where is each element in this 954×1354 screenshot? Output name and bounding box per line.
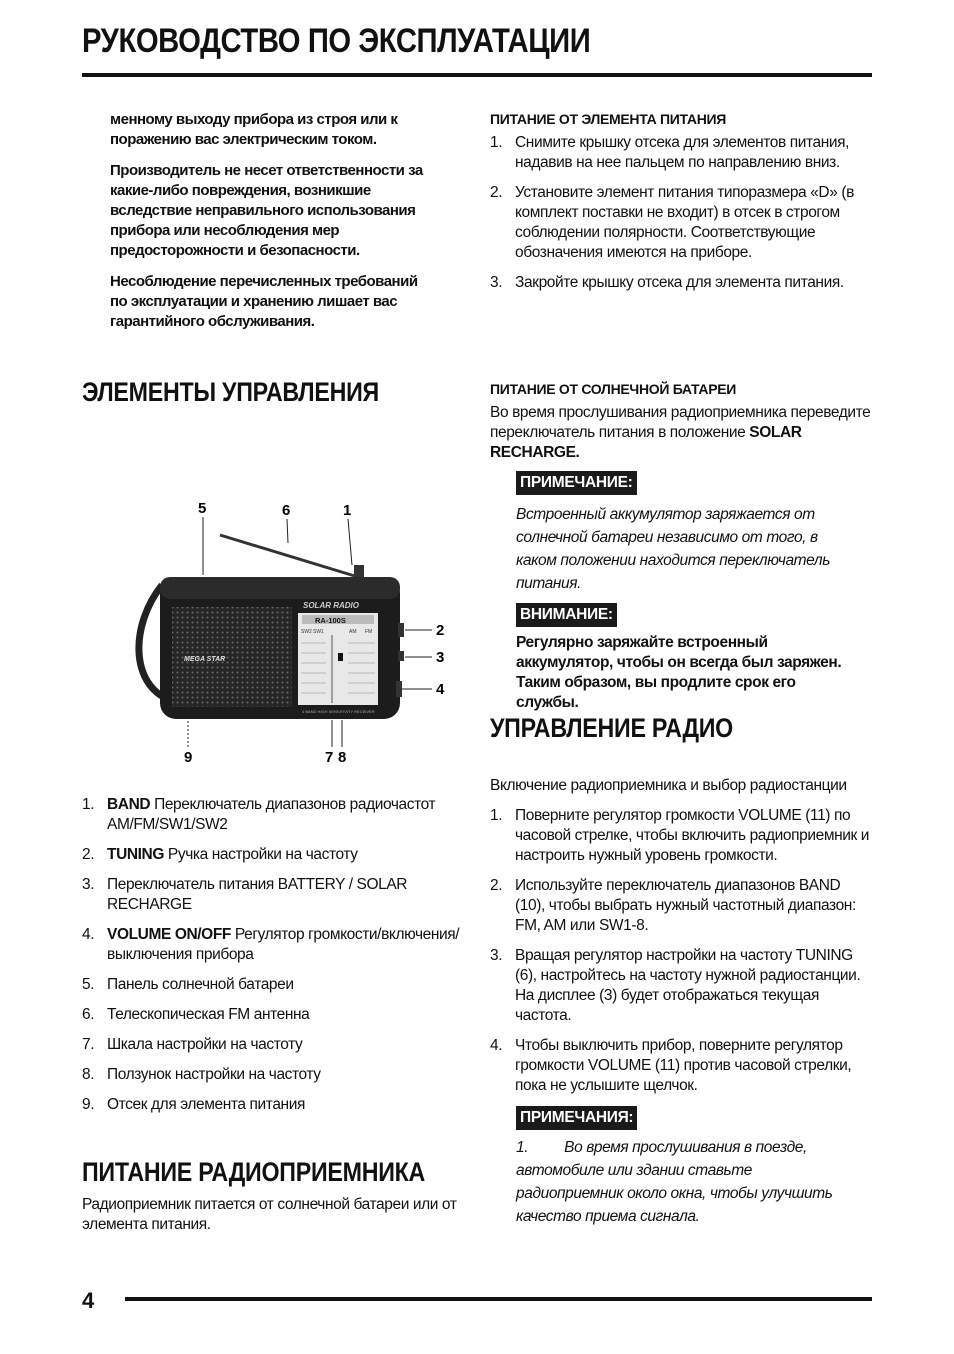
list-item: 2. Используйте переключатель диапазонов BAND (10), чтобы выбрать нужный частотный диапазон: FM, AM или SW1-8. — [490, 877, 856, 934]
solar-warning: Регулярно заряжайте встроенный аккумулятор, чтобы он всегда был заряжен. Таким образом, вы продлите срок его службы. — [516, 634, 842, 711]
list-item: 9. Отсек для элемента питания — [82, 1096, 305, 1113]
solar-note: Встроенный аккумулятор заряжается от солнечной батареи независимо от того, в каком положении находится переключатель питания. — [516, 506, 830, 592]
brand-logo: MEGA STAR — [184, 656, 226, 663]
controls-list-container — [82, 795, 464, 1125]
volume-knob — [396, 681, 402, 697]
list-item: 3. Переключатель питания BATTERY / SOLAR RECHARGE — [82, 876, 408, 913]
power-heading: ПИТАНИЕ РАДИОПРИЕМНИКА — [82, 1157, 426, 1187]
battery-section — [490, 111, 872, 303]
power-switch — [398, 651, 404, 661]
callout-1: 1 — [343, 502, 352, 519]
solar-section — [490, 381, 872, 713]
safety-paragraph: Несоблюдение перечисленных требований по эксплуатации и хранению лишает вас гарантийного обслуживания. — [110, 273, 418, 330]
safety-paragraph: менному выходу прибора из строя или к поражению вас электрическим током. — [110, 111, 398, 148]
list-item: 8. Ползунок настройки на частоту — [82, 1066, 321, 1083]
list-item: 7. Шкала настройки на частоту — [82, 1036, 303, 1053]
page-title: РУКОВОДСТВО ПО ЭКСПЛУАТАЦИИ — [82, 22, 591, 60]
header-rule — [82, 73, 872, 77]
controls-list — [82, 795, 464, 1115]
list-item: 1. Снимите крышку отсека для элементов питания, надавив на нее пальцем по направлению вниз. — [490, 134, 850, 171]
battery-steps — [490, 133, 872, 293]
list-item: 5. Панель солнечной батареи — [82, 976, 294, 993]
list-item: 4. Чтобы выключить прибор, поверните регулятор громкости VOLUME (11) против часовой стрелки, пока не услышите щелчок. — [490, 1037, 852, 1094]
scale-header: SW2 — [301, 629, 312, 635]
notes-label: ПРИМЕЧАНИЯ: — [516, 1106, 637, 1130]
list-item: 1. Поверните регулятор громкости VOLUME (11) по часовой стрелке, чтобы включить радиоприемник и настроить нужный уровень громкости. — [490, 807, 870, 864]
warning-label: ВНИМАНИЕ: — [516, 603, 617, 627]
list-item: 3. Вращая регулятор настройки на частоту TUNING (6), настройтесь на частоту нужной радиостанции. На дисплее (3) будет отображаться текущая частота. — [490, 947, 861, 1024]
list-item: 3. Закройте крышку отсека для элемента питания. — [490, 274, 844, 291]
page-number: 4 — [82, 1288, 95, 1313]
solar-text: Во время прослушивания радиоприемника переведите переключатель питания в положение SOLAR RECHARGE. — [490, 404, 871, 461]
callout-5: 5 — [198, 500, 207, 517]
list-item: 2. Установите элемент питания типоразмера «D» (в комплект поставки не входит) в отсек в строгом соблюдении полярности. Соответствующие обозначения имеются на приборе. — [490, 184, 854, 261]
battery-heading: ПИТАНИЕ ОТ ЭЛЕМЕНТА ПИТАНИЯ — [490, 111, 727, 127]
solar-radio-label: SOLAR RADIO — [303, 601, 359, 610]
radio-heading: УПРАВЛЕНИЕ РАДИО — [490, 713, 733, 743]
list-item: 4. VOLUME ON/OFF Регулятор громкости/включения/выключения прибора — [82, 926, 460, 963]
scale-header: AM — [349, 629, 357, 635]
note-label: ПРИМЕЧАНИЕ: — [516, 471, 637, 495]
scale-header: SW1 — [313, 629, 324, 635]
radio-illustration — [120, 495, 460, 770]
safety-paragraphs — [110, 110, 436, 343]
radio-note: 1. Во время прослушивания в поезде, автомобиле или здании ставьте радиоприемник около окна, чтобы улучшить качество приема сигнала. — [516, 1139, 833, 1225]
callout-2: 2 — [436, 622, 445, 639]
callout-3: 3 — [436, 649, 445, 666]
list-item: 6. Телескопическая FM антенна — [82, 1006, 310, 1023]
callout-9: 9 — [184, 749, 193, 766]
tuning-knob — [398, 623, 404, 637]
safety-paragraph: Производитель не несет ответственности за какие-либо повреждения, возникшие вследствие неправильного использования прибора или несоблюдения мер предосторожности и безопасности. — [110, 162, 423, 259]
power-text: Радиоприемник питается от солнечной батареи или от элемента питания. — [82, 1196, 457, 1233]
footer-rule — [125, 1297, 872, 1301]
model-label: RA-100S — [315, 616, 346, 625]
scale-header: FM — [365, 629, 373, 635]
callout-7: 7 — [325, 749, 334, 766]
receiver-caption: 4 BAND HIGH SENSITIVITY RECEIVER — [302, 709, 375, 714]
callout-8: 8 — [338, 749, 347, 766]
solar-heading: ПИТАНИЕ ОТ СОЛНЕЧНОЙ БАТАРЕИ — [490, 381, 737, 397]
list-item: 1. BAND Переключатель диапазонов радиочастот AM/FM/SW1/SW2 — [82, 796, 436, 833]
radio-steps — [490, 806, 872, 1096]
list-item: 2. TUNING Ручка настройки на частоту — [82, 846, 358, 863]
callout-4: 4 — [436, 681, 445, 698]
tuning-slider — [338, 653, 343, 661]
controls-heading: ЭЛЕМЕНТЫ УПРАВЛЕНИЯ — [82, 377, 379, 407]
callout-6: 6 — [282, 502, 291, 519]
antenna — [220, 535, 358, 577]
radio-section — [490, 776, 872, 1228]
radio-intro: Включение радиоприемника и выбор радиостанции — [490, 777, 847, 794]
